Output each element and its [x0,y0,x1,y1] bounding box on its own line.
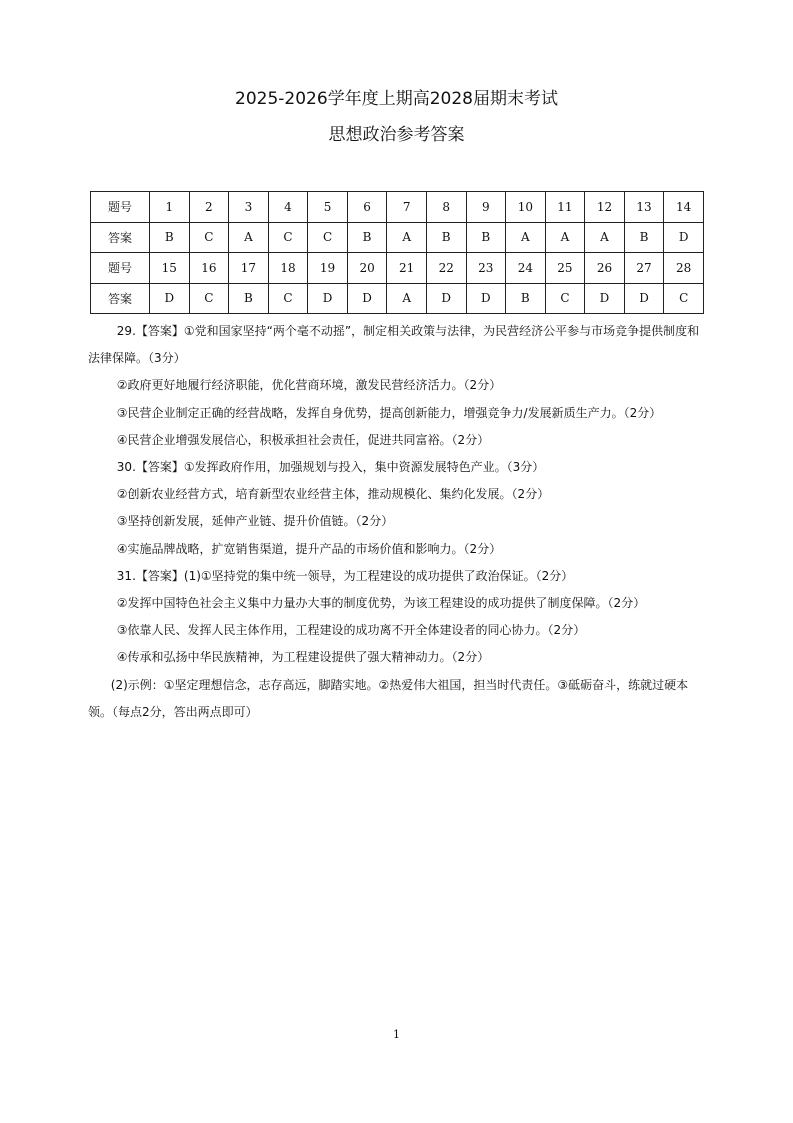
answer-table-row [91,192,704,223]
table-cell: D [150,283,190,314]
table-cell: 22 [426,253,466,284]
table-cell: 14 [664,192,704,223]
q29-point-1: 29.【答案】①党和国家坚持“两个毫不动摇”，制定相关政策与法律，为民营经济公平参与市场竞争提供制度和法律保障。（3分） [88,324,700,366]
table-cell: 13 [624,192,664,223]
table-cell: A [387,222,427,253]
table-cell: 4 [268,192,308,223]
table-cell: 24 [506,253,546,284]
table-cell: A [387,283,427,314]
row-label: 答案 [91,283,150,314]
table-cell: A [229,222,269,253]
table-cell: A [545,222,585,253]
q29-point-2: ②政府更好地履行经济职能，优化营商环境，激发民营经济活力。（2分） [116,378,502,393]
table-cell: C [268,283,308,314]
table-cell: 3 [229,192,269,223]
table-cell: 12 [585,192,625,223]
answer-table-row [91,222,704,253]
table-cell: 19 [308,253,348,284]
table-cell: D [347,283,387,314]
q30-point-2: ②创新农业经营方式，培育新型农业经营主体，推动规模化、集约化发展。（2分） [116,487,550,502]
row-label: 答案 [91,222,150,253]
table-cell: 6 [347,192,387,223]
table-cell: A [506,222,546,253]
table-cell: D [426,283,466,314]
table-cell: 5 [308,192,348,223]
q31-part1-point-3: ③依靠人民、发挥人民主体作用，工程建设的成功离不开全体建设者的同心协力。（2分） [116,623,586,638]
table-cell: C [664,283,704,314]
q31-part1-point-4: ④传承和弘扬中华民族精神，为工程建设提供了强大精神动力。（2分） [116,650,490,665]
table-cell: C [189,283,229,314]
table-cell: A [585,222,625,253]
answer-key-subtitle: 思想政治参考答案 [328,125,465,145]
q30-point-3: ③坚持创新发展，延伸产业链、提升价值链。（2分） [116,514,394,529]
table-cell: C [545,283,585,314]
table-cell: 9 [466,192,506,223]
row-label: 题号 [91,192,150,223]
exam-title: 2025-2026学年度上期高2028届期末考试 [235,89,558,109]
table-cell: B [426,222,466,253]
answer-table [90,191,704,314]
table-cell: 27 [624,253,664,284]
table-cell: B [229,283,269,314]
page-number: 1 [393,1028,400,1041]
q30-point-4: ④实施品牌战略，扩宽销售渠道，提升产品的市场价值和影响力。（2分） [116,541,502,556]
table-cell: 15 [150,253,190,284]
answer-explanations [88,318,708,726]
table-cell: D [308,283,348,314]
table-cell: 8 [426,192,466,223]
table-cell: D [585,283,625,314]
table-cell: B [624,222,664,253]
table-cell: D [624,283,664,314]
answer-table-row [91,283,704,314]
table-cell: 28 [664,253,704,284]
table-cell: 26 [585,253,625,284]
table-cell: B [347,222,387,253]
q31-part1-point-2: ②发挥中国特色社会主义集中力量办大事的制度优势，为该工程建设的成功提供了制度保障。（2分） [116,596,646,611]
table-cell: 2 [189,192,229,223]
table-cell: 21 [387,253,427,284]
table-cell: C [189,222,229,253]
table-cell: D [466,283,506,314]
table-cell: 16 [189,253,229,284]
table-cell: 23 [466,253,506,284]
table-cell: C [308,222,348,253]
q29-point-3: ③民营企业制定正确的经营战略，发挥自身优势，提高创新能力，增强竞争力/发展新质生产力。（2分） [116,405,662,420]
row-label: 题号 [91,253,150,284]
table-cell: 1 [150,192,190,223]
table-cell: 17 [229,253,269,284]
table-cell: 18 [268,253,308,284]
table-cell: 11 [545,192,585,223]
q29-point-4: ④民营企业增强发展信心，积极承担社会责任，促进共同富裕。（2分） [116,432,490,447]
q31-part2-example: (2)示例：①坚定理想信念，志存高远，脚踏实地。②热爱伟大祖国，担当时代责任。③砥砺奋斗，练就过硬本领。（每点2分，答出两点即可） [88,677,689,719]
table-cell: B [506,283,546,314]
table-cell: 7 [387,192,427,223]
q31-part1-point-1: 31.【答案】(1)①坚持党的集中统一领导，为工程建设的成功提供了政治保证。（2分） [116,568,574,583]
table-cell: C [268,222,308,253]
table-cell: B [466,222,506,253]
table-cell: 25 [545,253,585,284]
table-cell: 10 [506,192,546,223]
answer-table-row [91,253,704,284]
table-cell: D [664,222,704,253]
table-cell: B [150,222,190,253]
q30-point-1: 30.【答案】①发挥政府作用，加强规划与投入，集中资源发展特色产业。（3分） [116,460,545,475]
table-cell: 20 [347,253,387,284]
